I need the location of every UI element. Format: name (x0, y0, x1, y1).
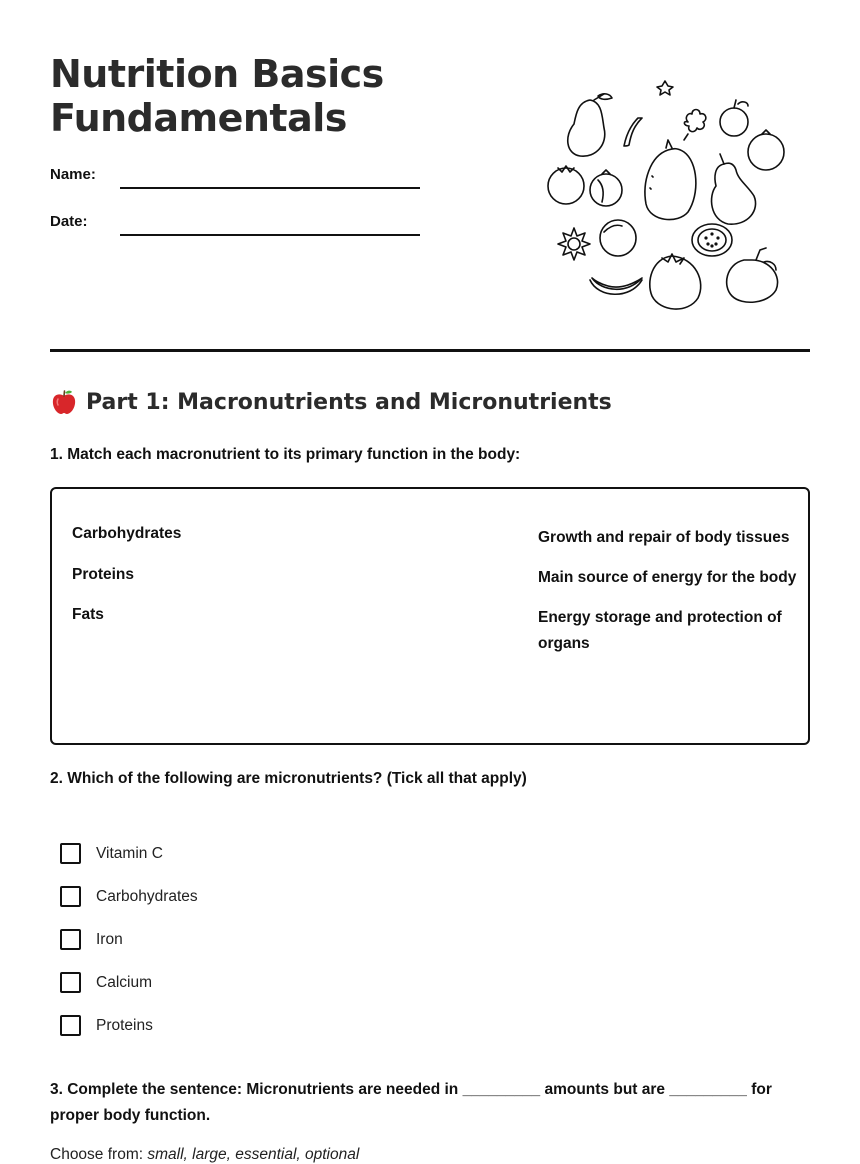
date-field[interactable] (120, 234, 420, 236)
word-bank (50, 1146, 359, 1164)
apple-icon (50, 388, 78, 416)
function-item[interactable]: Energy storage and protection of organs (538, 609, 782, 652)
name-label: Name: (50, 166, 96, 183)
question-2-text: 2. Which of the following are micronutrients? (Tick all that apply) (50, 770, 527, 787)
matching-box (50, 487, 810, 745)
checklist-label: Calcium (96, 973, 152, 991)
micronutrient-checklist (60, 832, 198, 1047)
function-item[interactable]: Main source of energy for the body (538, 569, 797, 586)
macronutrient-item[interactable]: Proteins (72, 565, 135, 583)
checklist-item[interactable] (60, 832, 198, 875)
title-line-2: Fundamentals (50, 96, 347, 140)
macronutrient-item[interactable]: Carbohydrates (72, 525, 182, 542)
checkbox[interactable] (60, 843, 81, 864)
date-label: Date: (50, 213, 88, 230)
checkbox[interactable] (60, 886, 81, 907)
fruit-illustration (538, 72, 788, 317)
function-list (538, 525, 798, 671)
worksheet-title (50, 52, 384, 140)
macronutrient-item[interactable]: Fats (72, 606, 104, 623)
checklist-item[interactable] (60, 961, 198, 1004)
checklist-label: Carbohydrates (96, 887, 198, 905)
word-bank-label: Choose from: (50, 1146, 148, 1163)
checklist-label: Iron (96, 930, 123, 948)
function-item[interactable]: Growth and repair of body tissues (538, 529, 790, 546)
checkbox[interactable] (60, 929, 81, 950)
checklist-item[interactable] (60, 1004, 198, 1047)
header-divider (50, 349, 810, 352)
title-line-1: Nutrition Basics (50, 52, 384, 96)
question-3-text: 3. Complete the sentence: Micronutrients are needed in _________ amounts but are _________ for proper body function. (50, 1081, 772, 1124)
word-bank-options: small, large, essential, optional (147, 1146, 360, 1163)
question-1-text: 1. Match each macronutrient to its primary function in the body: (50, 446, 521, 463)
checklist-item[interactable] (60, 918, 198, 961)
macronutrient-list (72, 525, 181, 647)
checkbox[interactable] (60, 972, 81, 993)
checklist-label: Proteins (96, 1016, 153, 1034)
name-field[interactable] (120, 187, 420, 189)
checklist-item[interactable] (60, 875, 198, 918)
checkbox[interactable] (60, 1015, 81, 1036)
checklist-label: Vitamin C (96, 844, 163, 862)
section-1-title-text: Part 1: Macronutrients and Micronutrients (86, 389, 612, 415)
section-1-title (50, 388, 612, 416)
